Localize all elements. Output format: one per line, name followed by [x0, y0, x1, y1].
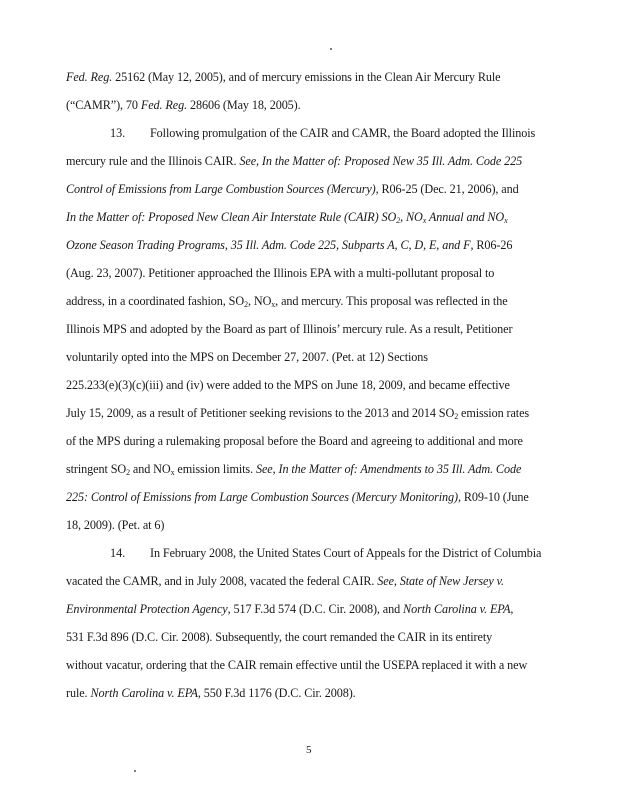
- italic-text: Environmental Protection Agency: [66, 602, 228, 616]
- text-line: [66, 686, 356, 700]
- subscript-text: 2: [126, 468, 130, 477]
- italic-text: 225: Control of Emissions from Large Combustion Sources (Mercury Monitoring): [66, 490, 458, 504]
- italic-text: See, In the Matter of: Amendments to 35 Ill. Adm. Code: [255, 462, 522, 476]
- plain-text: Illinois MPS and adopted by the Board as part of Illinois’ mercury rule. As a result, Petitioner: [66, 322, 513, 336]
- italic-text: In the Matter of: Proposed New Clean Air Interstate Rule (CAIR) SO: [66, 210, 397, 224]
- text-line: [66, 406, 529, 424]
- plain-text: rule.: [66, 686, 91, 700]
- text-line: [66, 462, 521, 480]
- plain-text: July 15, 2009, as a result of Petitioner seeking revisions to the 2013 and 2014 SO: [66, 406, 455, 420]
- plain-text: 28606 (May 18, 2005).: [187, 98, 301, 112]
- plain-text: emission limits.: [174, 462, 256, 476]
- plain-text: without vacatur, ordering that the CAIR remain effective until the USEPA replaced it with a new: [66, 658, 528, 672]
- plain-text: of the MPS during a rulemaking proposal before the Board and agreeing to additional and more: [66, 434, 523, 448]
- italic-text: See, State of New Jersey v.: [377, 574, 504, 588]
- text-line: [66, 322, 512, 336]
- text-line: [66, 238, 512, 252]
- plain-text: stringent SO: [66, 462, 127, 476]
- subscript-text: 2: [454, 412, 459, 421]
- text-line: [66, 630, 492, 644]
- text-line: [66, 70, 500, 84]
- plain-text: Following promulgation of the CAIR and CAMR, the Board adopted the Illinois: [150, 126, 536, 140]
- plain-text: , 550 F.3d 1176 (D.C. Cir. 2008).: [197, 686, 356, 700]
- text-line: [66, 378, 510, 392]
- plain-text: 225.233(e)(3)(c)(iii) and (iv) were added to the MPS on June 18, 2009, and became effective: [66, 378, 510, 392]
- subscript-text: x: [170, 468, 175, 477]
- plain-text: 25162 (May 12, 2005), and of mercury emissions in the Clean Air Mercury Rule: [112, 70, 501, 84]
- text-line: [66, 266, 494, 280]
- text-line: [66, 658, 527, 672]
- text-line: [66, 210, 508, 228]
- plain-text: address, in a coordinated fashion, SO: [66, 294, 245, 308]
- plain-text: emission rates: [458, 406, 530, 420]
- subscript-text: x: [271, 300, 276, 309]
- plain-text: , and mercury. This proposal was reflected in the: [275, 294, 508, 308]
- text-line: [150, 546, 541, 560]
- text-line: [66, 182, 519, 196]
- scan-speck: [134, 770, 136, 772]
- italic-subscript-text: x: [504, 216, 508, 225]
- plain-text: , R06-25 (Dec. 21, 2006), and: [375, 182, 519, 196]
- text-line: [66, 350, 428, 364]
- text-line: [150, 126, 535, 140]
- plain-text: , NO: [247, 294, 272, 308]
- plain-text: 18, 2009). (Pet. at 6): [66, 518, 165, 532]
- italic-text: Annual and NO: [426, 210, 505, 224]
- plain-text: , R06-26: [470, 238, 513, 252]
- italic-text: Fed. Reg.: [140, 98, 188, 112]
- italic-text: See, In the Matter of: Proposed New 35 Ill. Adm. Code 225: [239, 154, 523, 168]
- plain-text: vacated the CAMR, and in July 2008, vacated the federal CAIR.: [66, 574, 378, 588]
- italic-subscript-text: x: [422, 216, 427, 225]
- text-line: [66, 294, 508, 312]
- plain-text: and NO: [129, 462, 171, 476]
- italic-text: , NO: [400, 210, 423, 224]
- plain-text: (Aug. 23, 2007). Petitioner approached the Illinois EPA with a multi-pollutant proposal to: [66, 266, 495, 280]
- italic-text: Ozone Season Trading Programs, 35 Ill. Adm. Code 225, Subparts A, C, D, E, and F: [66, 238, 471, 252]
- plain-text: , 517 F.3d 574 (D.C. Cir. 2008), and: [227, 602, 404, 616]
- plain-text: 531 F.3d 896 (D.C. Cir. 2008). Subsequently, the court remanded the CAIR in its entirety: [66, 630, 493, 644]
- scan-speck: [330, 48, 332, 50]
- text-line: [66, 154, 522, 168]
- plain-text: mercury rule and the Illinois CAIR.: [66, 154, 240, 168]
- italic-text: Fed. Reg.: [66, 70, 113, 84]
- italic-text: North Carolina v. EPA: [403, 602, 511, 616]
- text-line: [66, 518, 164, 532]
- text-line: [66, 98, 301, 112]
- subscript-text: 2: [244, 300, 248, 309]
- plain-text: voluntarily opted into the MPS on December 27, 2007. (Pet. at 12) Sections: [66, 350, 428, 364]
- plain-text: , R09-10 (June: [457, 490, 529, 504]
- text-line: [66, 602, 513, 616]
- plain-text: (“CAMR”), 70: [66, 98, 141, 112]
- text-line: [66, 490, 529, 504]
- plain-text: In February 2008, the United States Court of Appeals for the District of Columbia: [150, 546, 542, 560]
- plain-text: ,: [510, 602, 514, 616]
- paragraph-number: 13.: [110, 126, 126, 140]
- italic-subscript-text: 2: [396, 216, 401, 225]
- italic-text: North Carolina v. EPA: [90, 686, 198, 700]
- text-line: [66, 574, 504, 588]
- page-number: 5: [306, 744, 312, 756]
- text-line: [66, 434, 523, 448]
- italic-text: Control of Emissions from Large Combustion Sources (Mercury): [66, 182, 376, 196]
- paragraph-number: 14.: [110, 546, 126, 560]
